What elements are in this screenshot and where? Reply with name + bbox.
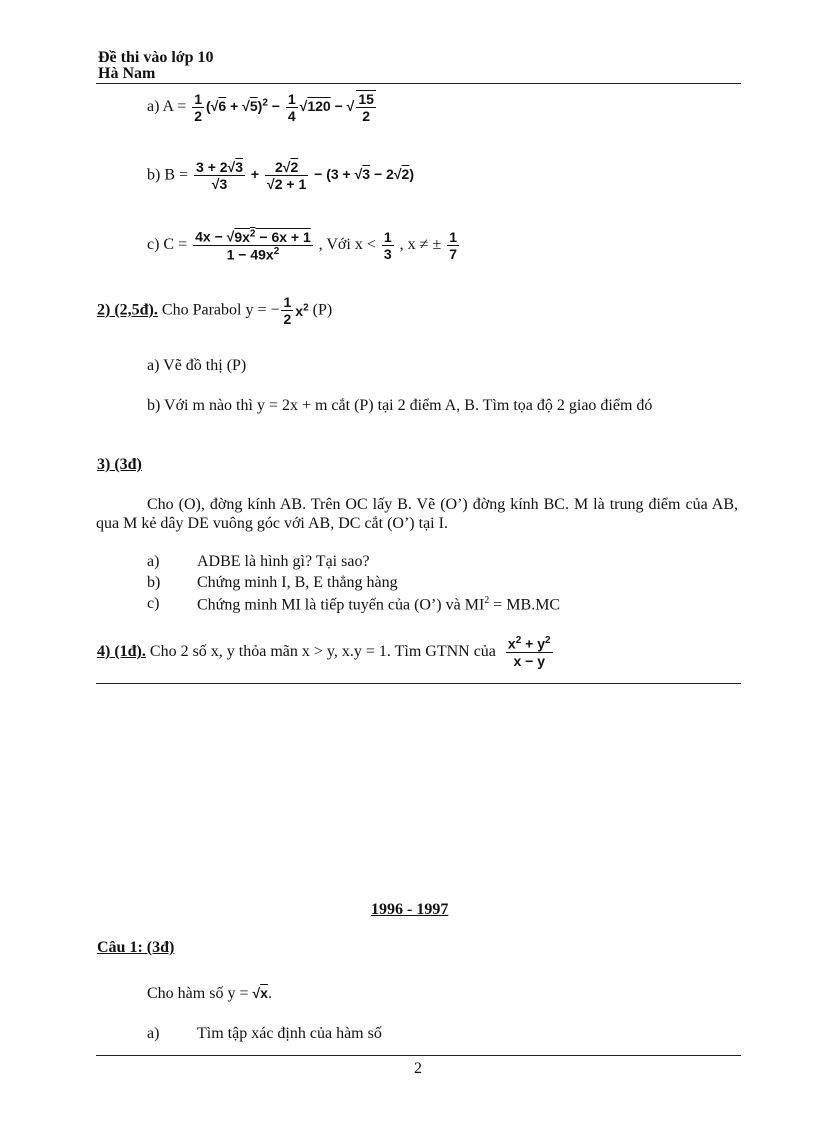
question-1c-condition-x: , x ≠ ±: [399, 236, 442, 254]
footer-divider: [96, 1055, 741, 1056]
question-3-item-c-tail: = MB.MC: [489, 596, 561, 614]
cau-1-text-label: Cho hàm số y =: [147, 985, 249, 1002]
cau-1-text: Cho hàm số y = √x.: [147, 985, 272, 1002]
question-3-item-a: [147, 553, 370, 571]
question-3-title: 3) (3đ): [97, 456, 142, 473]
question-1a-label: a) A =: [147, 98, 187, 116]
question-1b-label: b) B =: [147, 166, 189, 184]
section-divider: [96, 683, 741, 684]
header-region: Hà Nam: [98, 65, 156, 82]
question-1c-condition: , Với x <: [318, 236, 376, 254]
question-1b: [147, 159, 414, 192]
formula-q4: $\frac{x^2 + y^2}{x - y}$: [507, 635, 551, 669]
question-3-intro: Cho (O), đờng kính AB. Trên OC lấy B. Vẽ (O’) đờng kính BC. M là trung điểm của AB, qua M kẻ dây DE vuông góc với AB, DC cắt (O’) tại I.: [96, 496, 738, 532]
question-3-item-b: [147, 574, 398, 592]
question-2-title: 2) (2,5đ).: [97, 301, 158, 319]
formula-a: $\frac{1}{2}$ $(√6 + √5)^2$ − $\frac{1}{4}$ √120 − √ $\frac{15}{2}$: [194, 90, 374, 124]
question-3-item-a-label: a): [147, 553, 160, 570]
question-1c-label: c) C =: [147, 236, 188, 254]
page-number: 2: [414, 1060, 422, 1077]
question-4-title: 4) (1đ).: [97, 642, 146, 660]
cau-1a: [147, 1025, 382, 1043]
question-2b: b) Với m nào thì y = 2x + m cắt (P) tại 2 điểm A, B. Tìm tọa độ 2 giao điểm đó: [147, 397, 653, 414]
question-2-text-after: (P): [308, 301, 333, 319]
question-3-item-b-label: b): [147, 574, 161, 591]
cau-1a-text: Tìm tập xác định của hàm số: [197, 1025, 382, 1042]
year-heading: 1996 - 1997: [371, 901, 449, 918]
question-3-item-b-text: Chứng minh I, B, E thẳng hàng: [197, 574, 398, 591]
question-2-text: Cho Parabol y = −: [157, 301, 280, 319]
question-3-item-c-sup: 2: [484, 595, 490, 606]
question-3-item-c-label: c): [147, 595, 160, 612]
question-1c: c) C = $\frac{4x - √9x^2 - 6x + 1}{1 - 49x^2}$ , Với x < $\frac{1}{3}$ , x ≠ ± $\frac{1}{7}$: [147, 228, 458, 263]
formula-b: $\frac{3 + 2√3}{√3}$ + $\frac{2√2}{√2 + 1}$ − (3 + √3 − 2√2): [196, 159, 414, 192]
question-3-item-c: [147, 595, 561, 614]
header-divider: [96, 83, 741, 84]
formula-c: $\frac{4x - √9x^2 - 6x + 1}{1 - 49x^2}$: [195, 228, 311, 263]
question-2: 2) (2,5đ). Cho Parabol y = − $\frac{1}{2}$ $x^2$ (P): [97, 294, 333, 327]
question-1a: [147, 90, 378, 124]
question-3-item-a-text: ADBE là hình gì? Tại sao?: [197, 553, 370, 570]
question-4-text: Cho 2 số x, y thỏa mãn x > y, x.y = 1. Tìm GTNN của: [145, 642, 496, 660]
header-title: Đề thi vào lớp 10: [98, 49, 214, 66]
cau-1-title: Câu 1: (3đ): [97, 939, 175, 956]
question-2a: a) Vẽ đồ thị (P): [147, 357, 247, 374]
question-3-item-c-text: Chứng minh MI là tiếp tuyến của (O’) và MI: [197, 596, 485, 614]
cau-1a-label: a): [147, 1025, 160, 1042]
question-4: [97, 635, 555, 669]
